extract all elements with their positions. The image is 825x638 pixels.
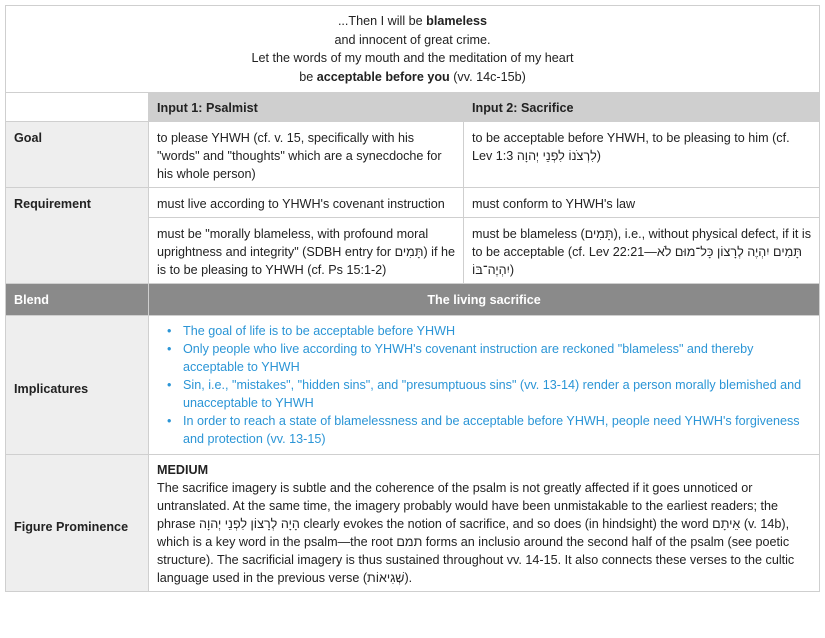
prominence-text-5: ). <box>404 571 413 585</box>
implicatures-list <box>157 316 811 454</box>
requirement-sacrifice-2 <box>464 218 820 284</box>
prominence-cell <box>149 455 820 592</box>
quote-line4-pre: be <box>299 69 317 84</box>
prominence-text-4: forms an inclusio around the second half of the psalm (see poetic structure). The sacrificial imagery is thus sustained throughout vv. 14-15. It also connects these verses to the cultic language used in the previous verse ( <box>157 535 795 585</box>
goal-psalmist: to please YHWH (cf. v. 15, specifically with his "words" and "thoughts" which are a synecdoche for his whole person) <box>149 122 464 188</box>
quote-line4-bold: acceptable before you <box>316 69 450 84</box>
requirement-psalmist-2-pre: must be "morally blameless, with profound moral uprightness and integrity" (SDBH entry for <box>157 227 429 259</box>
requirement-sacrifice-2-hebrew-2: תָּמִים יִהְיֶה לְרָצוֹן כָּל־מוּם לֹא יִהְיֶה־בּוֹ <box>472 245 802 277</box>
implicatures-cell <box>149 316 820 455</box>
prominence-text-1: The sacrifice imagery is subtle and the coherence of the psalm is not greatly affected if it goes unnoticed or untranslated. At the same time, the imagery probably would have been unmistakable to the earliest readers; the phrase <box>157 481 778 531</box>
requirement-sacrifice-2-mid: ), i.e., without physical defect, if it is to be acceptable (cf. Lev 22:21— <box>472 227 811 259</box>
figure-analysis-table <box>5 5 820 592</box>
quote-line4-ref: (vv. 14c-15b) <box>449 69 526 84</box>
goal-sacrifice <box>464 122 820 188</box>
prominence-hebrew-2: אֵיתָם <box>712 517 741 531</box>
header-input1: Input 1: Psalmist <box>149 93 464 122</box>
requirement-psalmist-2-hebrew: תָּמִים <box>394 245 424 259</box>
header-row <box>6 93 820 122</box>
quote-line1-pre: ...Then I will be <box>337 14 427 28</box>
list-item: • Sin, i.e., "mistakes", "hidden sins", and "presumptuous sins" (vv. 13-14) render a person morally blemished and unacceptable to YHWH <box>175 376 811 412</box>
prominence-text-3: (v. 14b), which is a key word in the psalm—the root <box>157 517 790 549</box>
goal-sacrifice-pre: to be acceptable before YHWH, to be pleasing to him (cf. Lev 1:3 <box>472 131 790 163</box>
quote-line2: and innocent of great crime. <box>334 32 491 47</box>
header-empty-cell <box>6 93 149 122</box>
exegesis-table-wrapper <box>5 5 819 592</box>
requirement-label: Requirement <box>6 188 149 284</box>
implicatures-row <box>6 316 820 455</box>
goal-sacrifice-hebrew: לִרְצֹנוֹ לִפְנֵי יְהוָה <box>516 149 597 163</box>
blend-row <box>6 284 820 316</box>
quote-line3: Let the words of my mouth and the meditation of my heart <box>251 51 574 65</box>
prominence-hebrew-1: הָיָה לְרָצוֹן לִפְנֵי יְהוָה <box>199 517 300 531</box>
implicatures-label: Implicatures <box>6 316 149 455</box>
requirement-sacrifice-2-pre: must be blameless ( <box>472 227 585 241</box>
prominence-row <box>6 455 820 592</box>
prominence-hebrew-3: תמם <box>396 535 423 549</box>
goal-label: Goal <box>6 122 149 188</box>
requirement-sacrifice-2-hebrew-1: תָּמִים <box>584 227 614 241</box>
requirement-psalmist-2-post: ) if he is to be pleasing to YHWH (cf. Ps 15:1-2) <box>157 245 455 277</box>
quote-row <box>6 6 820 93</box>
prominence-hebrew-4: שְׁגִיאוֹת <box>367 571 405 585</box>
requirement-psalmist-2 <box>149 218 464 284</box>
prominence-text-2: clearly evokes the notion of sacrifice, and so does (in hindsight) the word <box>299 517 713 531</box>
blend-value: The living sacrifice <box>149 284 820 316</box>
requirement-sacrifice-1: must conform to YHWH's law <box>464 188 820 218</box>
prominence-label: Figure Prominence <box>6 455 149 592</box>
goal-row <box>6 122 820 188</box>
list-item: • Only people who live according to YHWH's covenant instruction are reckoned "blameless" and thereby acceptable to YHWH <box>175 340 811 376</box>
blend-label: Blend <box>6 284 149 316</box>
requirement-sacrifice-2-post: ) <box>509 263 515 277</box>
header-input2: Input 2: Sacrifice <box>464 93 820 122</box>
list-item: • In order to reach a state of blamelessness and be acceptable before YHWH, people need YHWH's forgiveness and protection (vv. 13-15) <box>175 412 811 448</box>
prominence-level: MEDIUM <box>157 463 209 477</box>
requirement-psalmist-1: must live according to YHWH's covenant instruction <box>149 188 464 218</box>
requirement-row-1 <box>6 188 820 218</box>
quote-line1-bold: blameless <box>426 14 488 28</box>
list-item: • The goal of life is to be acceptable before YHWH <box>175 322 811 340</box>
psalm-quote <box>6 6 820 93</box>
goal-sacrifice-post: ) <box>596 149 601 163</box>
